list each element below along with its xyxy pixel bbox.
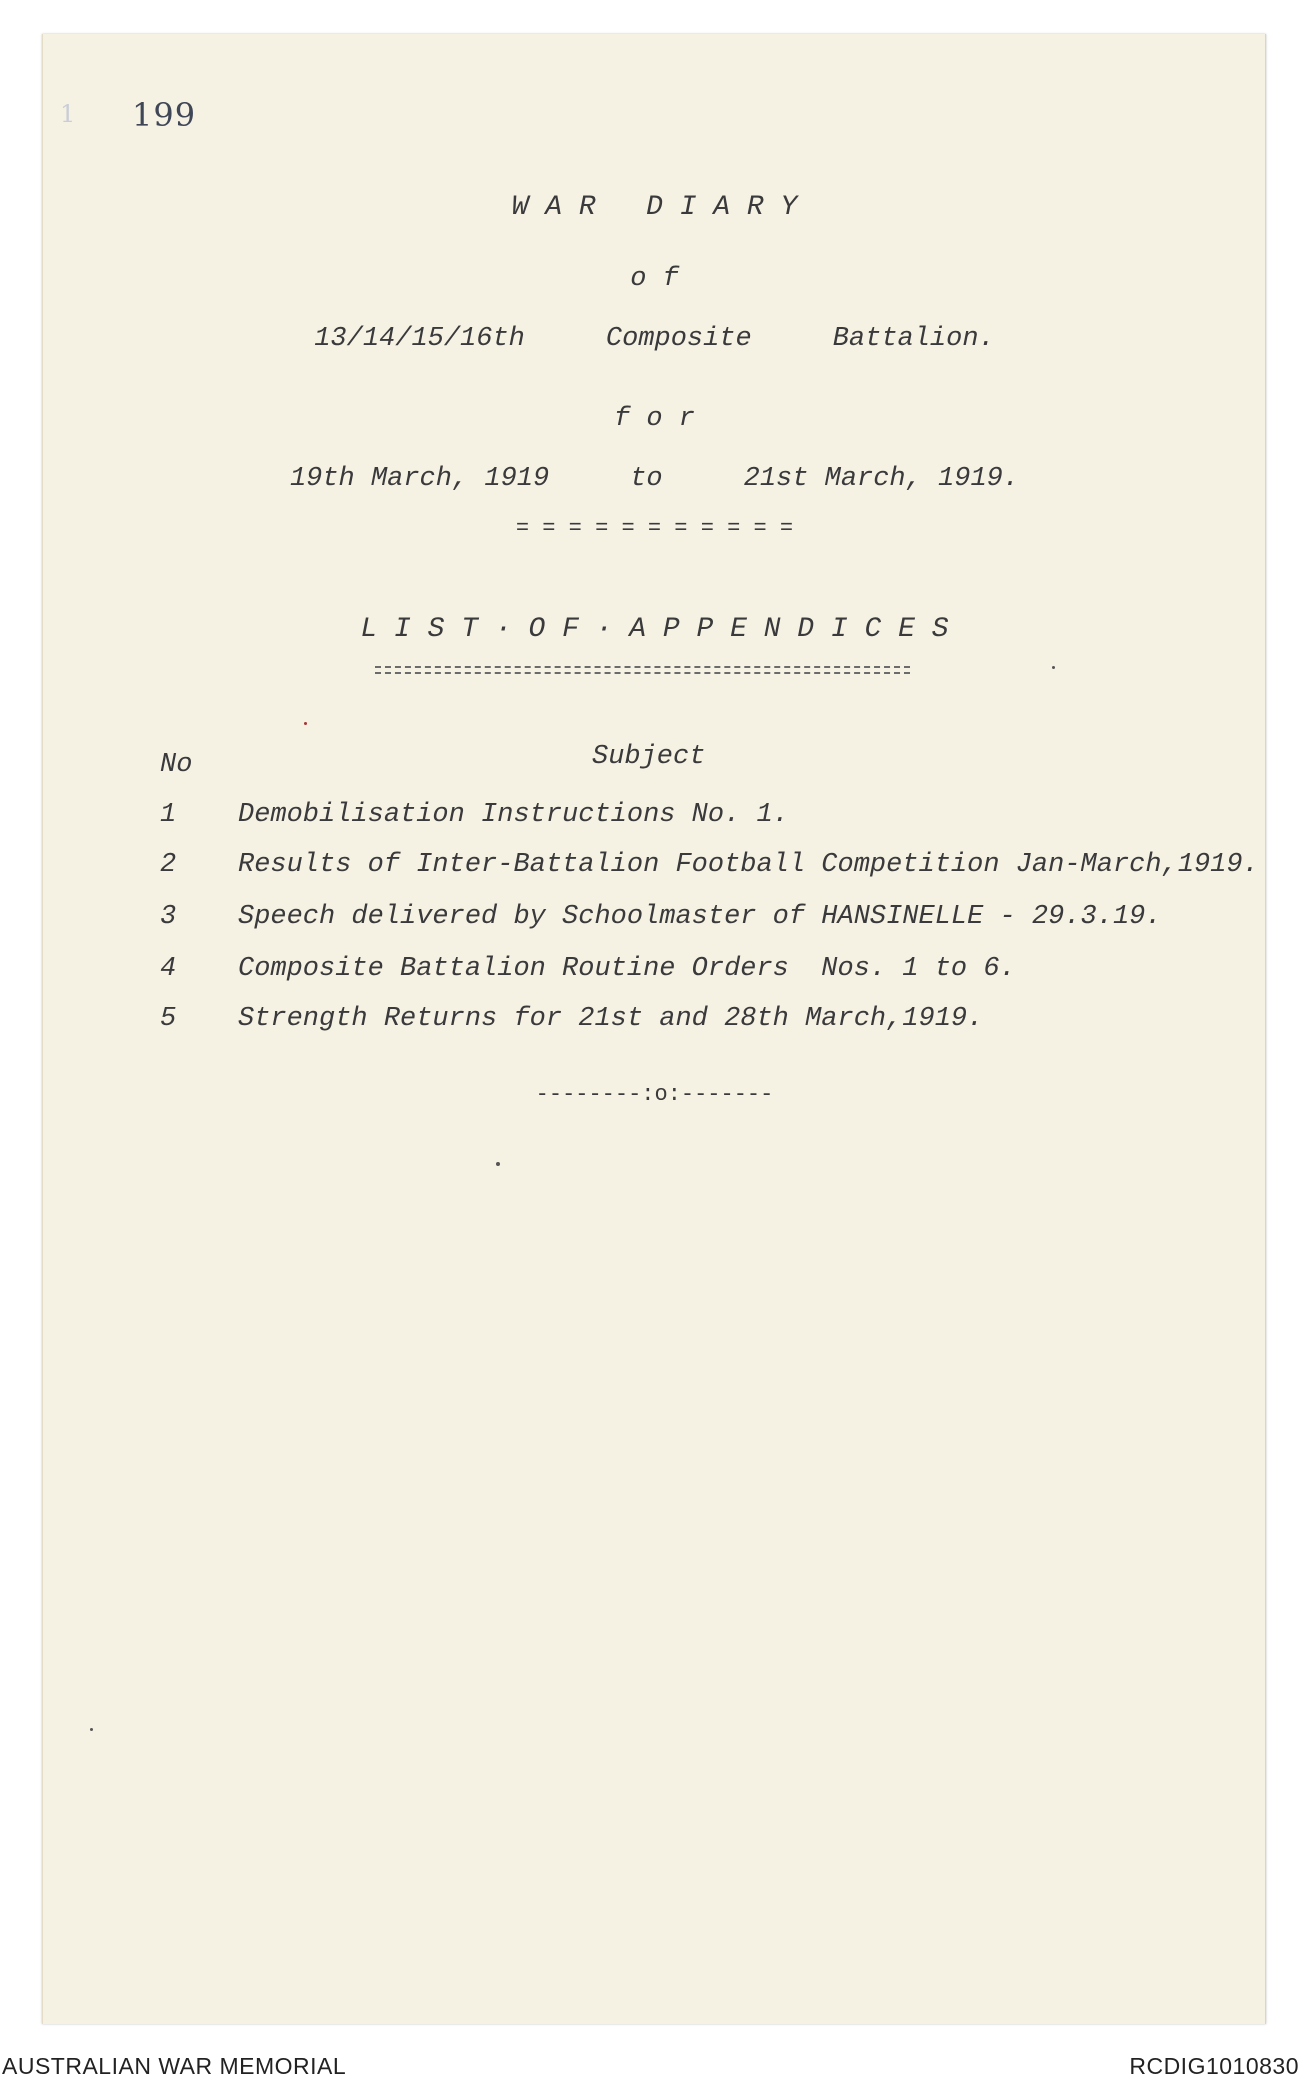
appendix-number: 3	[160, 902, 177, 932]
paper-speck	[90, 1728, 93, 1731]
for-line: f o r	[613, 404, 695, 434]
footer-image-id: RCDIG1010830	[1129, 2053, 1299, 2079]
period-line: 19th March, 1919 to 21st March, 1919.	[289, 464, 1020, 494]
appendix-row	[0, 954, 1309, 994]
footer-credit: AUSTRALIAN WAR MEMORIAL	[2, 2053, 347, 2079]
end-mark: --------:o:-------	[535, 1082, 774, 1107]
appendix-subject: Composite Battalion Routine Orders Nos. 1 to 6.	[238, 954, 1016, 984]
unit-line: 13/14/15/16th Composite Battalion.	[314, 324, 995, 354]
appendix-subject: Results of Inter-Battalion Football Competition Jan-March,1919.	[238, 850, 1259, 880]
paper-speck	[496, 1162, 500, 1166]
page-title: W A R D I A R Y	[511, 192, 798, 223]
paper-speck	[1052, 666, 1055, 669]
appendix-subject: Strength Returns for 21st and 28th March,1919.	[238, 1004, 984, 1034]
appendix-row	[0, 902, 1309, 942]
appendix-row	[0, 1004, 1309, 1044]
folio-prefix: 1	[60, 100, 76, 128]
column-header-subject: Subject	[592, 742, 706, 772]
appendix-row	[0, 850, 1309, 890]
paper-speck	[304, 722, 307, 725]
rule-line: = = = = = = = = = = =	[515, 516, 794, 541]
appendix-number: 2	[160, 850, 177, 880]
appendix-number: 1	[160, 800, 177, 830]
appendix-subject: Demobilisation Instructions No. 1.	[238, 800, 789, 830]
folio-number: 199	[132, 96, 197, 134]
appendix-number: 4	[160, 954, 177, 984]
appendix-number: 5	[160, 1004, 177, 1034]
appendix-row	[0, 800, 1309, 840]
list-heading: L I S T · O F · A P P E N D I C E S	[360, 614, 949, 645]
of-line: o f	[630, 264, 679, 294]
column-header-no: No	[160, 750, 193, 780]
appendix-subject: Speech delivered by Schoolmaster of HANSINELLE - 29.3.19.	[238, 902, 1162, 932]
heading-underline	[375, 666, 910, 674]
